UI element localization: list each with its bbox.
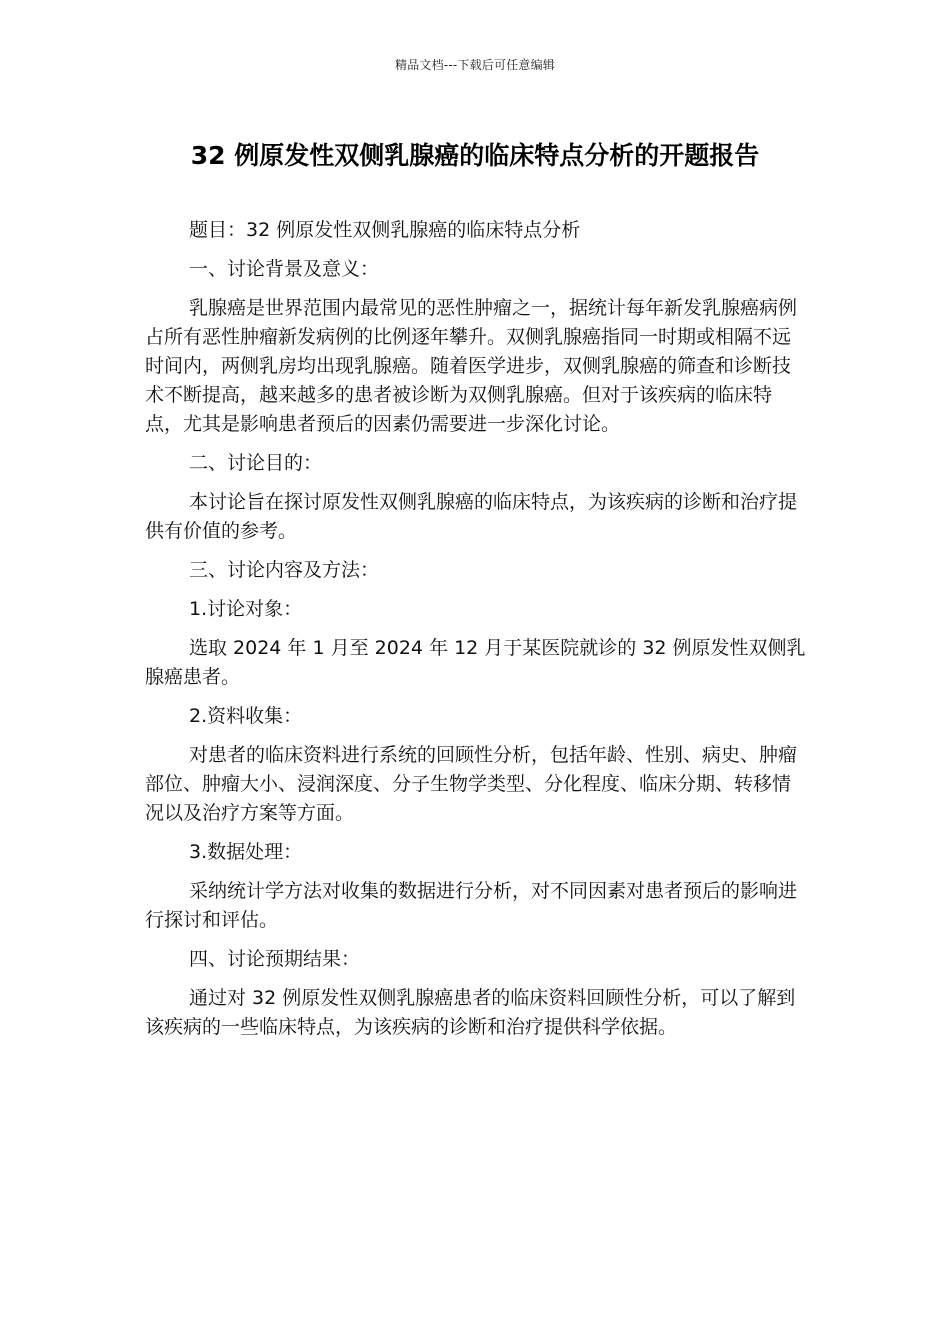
paragraph-subjects: 选取 2024 年 1 月至 2024 年 12 月于某医院就诊的 32 例原发性双侧乳腺癌患者。 (145, 637, 806, 688)
subheading-data-collection: 2.资料收集： (189, 705, 303, 727)
subheading-data-processing: 3.数据处理： (189, 841, 303, 863)
paragraph-data-processing: 采纳统计学方法对收集的数据进行分析，对不同因素对患者预后的影响进行探讨和评估。 (145, 880, 798, 931)
document-body (145, 216, 807, 1052)
section-heading-methods: 三、讨论内容及方法： (189, 559, 380, 581)
document-title: 32 例原发性双侧乳腺癌的临床特点分析的开题报告 (190, 141, 760, 170)
paragraph-purpose: 本讨论旨在探讨原发性双侧乳腺癌的临床特点，为该疾病的诊断和治疗提供有价值的参考。 (145, 491, 798, 542)
topic-line: 题目：32 例原发性双侧乳腺癌的临床特点分析 (189, 219, 581, 241)
section-heading-expected-results: 四、讨论预期结果： (189, 948, 361, 970)
header-note: 精品文档---下载后可任意编辑 (395, 58, 555, 72)
paragraph-background: 乳腺癌是世界范围内最常见的恶性肿瘤之一，据统计每年新发乳腺癌病例占所有恶性肿瘤新发病例的比例逐年攀升。双侧乳腺癌指同一时期或相隔不远时间内，两侧乳房均出现乳腺癌。随着医学进步，双侧乳腺癌的筛查和诊断技术不断提高，越来越多的患者被诊断为双侧乳腺癌。但对于该疾病的临床特点，尤其是影响患者预后的因素仍需要进一步深化讨论。 (145, 297, 798, 435)
subheading-subjects: 1.讨论对象： (189, 598, 303, 620)
paragraph-data-collection: 对患者的临床资料进行系统的回顾性分析，包括年龄、性别、病史、肿瘤部位、肿瘤大小、浸润深度、分子生物学类型、分化程度、临床分期、转移情况以及治疗方案等方面。 (145, 744, 798, 824)
section-heading-background: 一、讨论背景及意义： (189, 258, 380, 280)
paragraph-expected-results: 通过对 32 例原发性双侧乳腺癌患者的临床资料回顾性分析，可以了解到该疾病的一些临床特点，为该疾病的诊断和治疗提供科学依据。 (145, 987, 796, 1038)
section-heading-purpose: 二、讨论目的： (189, 452, 323, 474)
